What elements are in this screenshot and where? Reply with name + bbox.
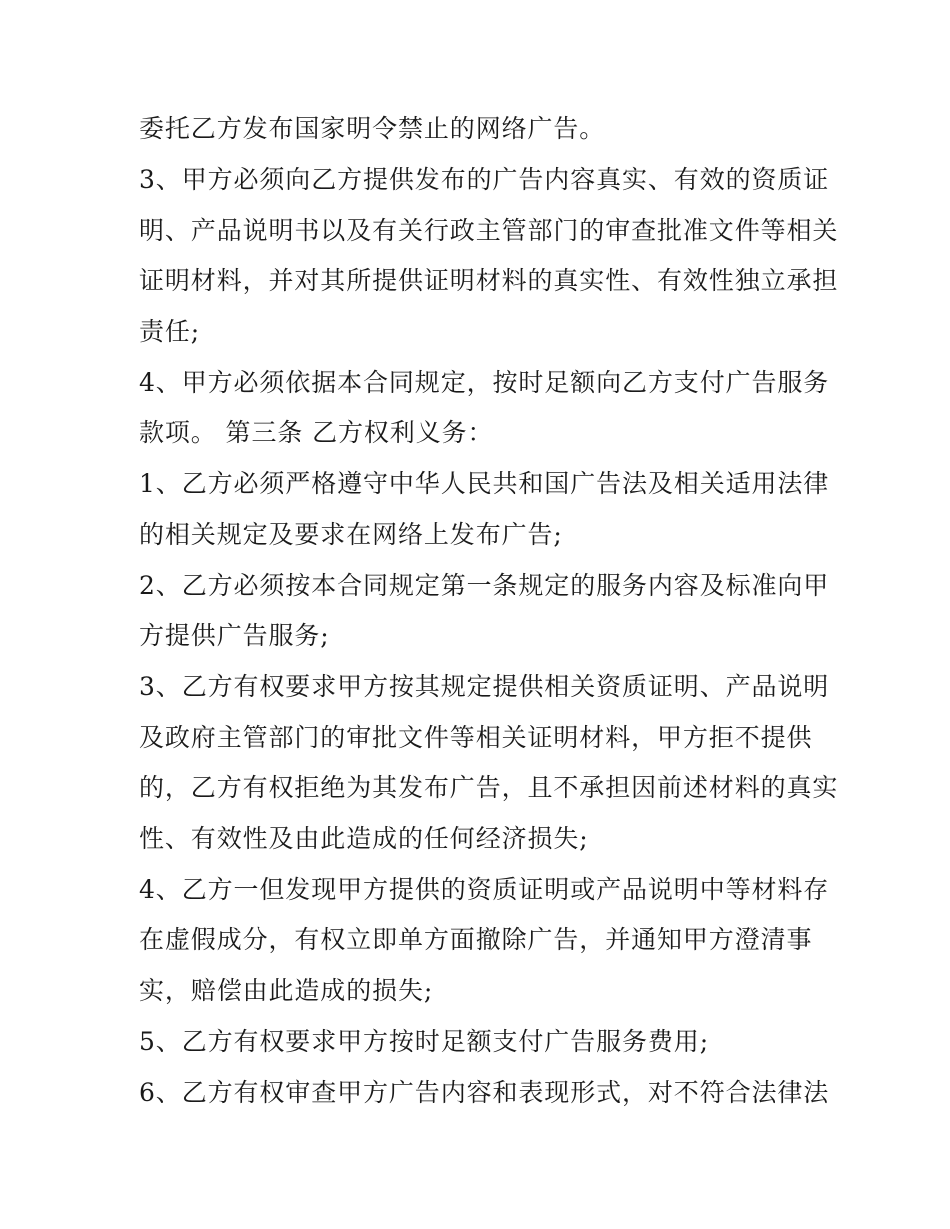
text-line: 及政府主管部门的审批文件等相关证明材料，甲方拒不提供 bbox=[139, 723, 813, 752]
text-line: 5、乙方有权要求甲方按时足额支付广告服务费用; bbox=[139, 1027, 710, 1056]
text-line: 1、乙方必须严格遵守中华人民共和国广告法及相关适用法律 bbox=[139, 469, 830, 498]
text-line: 证明材料，并对其所提供证明材料的真实性、有效性独立承担 bbox=[139, 266, 839, 295]
text-line: 责任; bbox=[139, 317, 201, 346]
text-line: 性、有效性及由此造成的任何经济损失; bbox=[139, 824, 589, 853]
text-line: 4、乙方一但发现甲方提供的资质证明或产品说明中等材料存 bbox=[139, 875, 830, 904]
text-line: 委托乙方发布国家明令禁止的网络广告。 bbox=[139, 114, 606, 143]
text-line: 3、乙方有权要求甲方按其规定提供相关资质证明、产品说明 bbox=[139, 672, 830, 701]
text-line: 4、甲方必须依据本合同规定，按时足额向乙方支付广告服务 bbox=[139, 368, 830, 397]
text-line: 方提供广告服务; bbox=[139, 621, 330, 650]
text-line: 3、甲方必须向乙方提供发布的广告内容真实、有效的资质证 bbox=[139, 165, 830, 194]
text-line: 在虚假成分，有权立即单方面撤除广告，并通知甲方澄清事 bbox=[139, 925, 813, 954]
text-line: 实，赔偿由此造成的损失; bbox=[139, 976, 434, 1005]
text-line: 的，乙方有权拒绝为其发布广告，且不承担因前述材料的真实 bbox=[139, 773, 839, 802]
text-line: 款项。 第三条 乙方权利义务： bbox=[139, 418, 494, 447]
text-line: 的相关规定及要求在网络上发布广告; bbox=[139, 520, 563, 549]
text-line: 2、乙方必须按本合同规定第一条规定的服务内容及标准向甲 bbox=[139, 571, 830, 600]
text-line: 明、产品说明书以及有关行政主管部门的审查批准文件等相关 bbox=[139, 216, 839, 245]
text-line: 6、乙方有权审查甲方广告内容和表现形式，对不符合法律法 bbox=[139, 1078, 830, 1107]
